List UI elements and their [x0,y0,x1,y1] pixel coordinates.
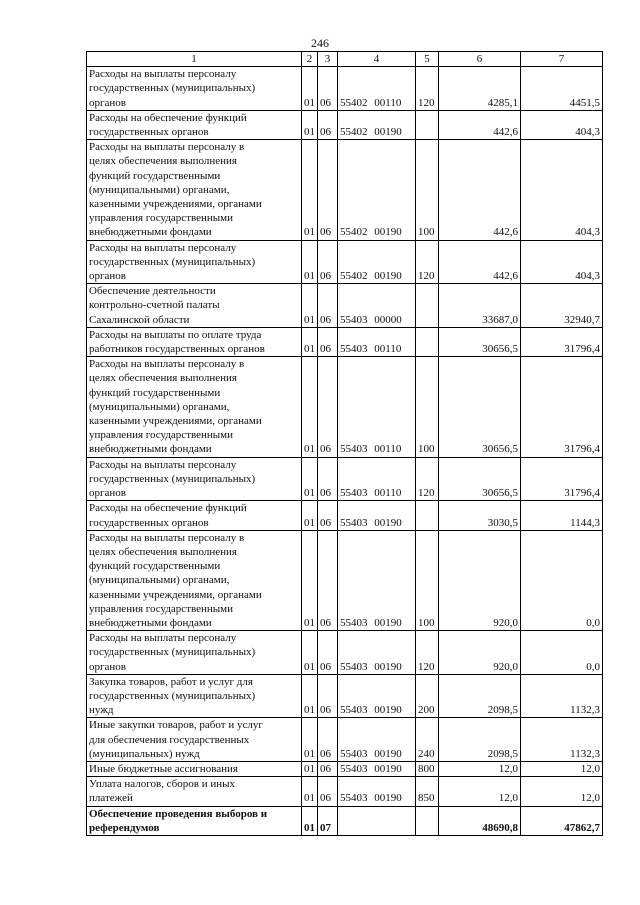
row-name-cell: Расходы на выплаты персоналу государственных (муниципальных) органов [87,240,302,284]
row-article-cell: 55403 00110 [338,327,416,356]
row-expense-type-cell: 800 [416,761,439,776]
row-expense-type-cell: 120 [416,631,439,675]
row-amount-col6-cell: 442,6 [439,110,521,139]
row-name-cell: Обеспечение деятельности контрольно-счетной палаты Сахалинской области [87,284,302,328]
row-amount-col6-cell: 4285,1 [439,67,521,111]
row-article-cell: 55403 00190 [338,674,416,718]
row-section-cell: 06 [318,631,338,675]
row-amount-col6-cell: 48690,8 [439,806,521,835]
row-expense-type-cell [416,501,439,530]
row-amount-col7-cell: 404,3 [521,240,603,284]
row-section-cell: 06 [318,501,338,530]
row-amount-col7-cell: 1144,3 [521,501,603,530]
row-name-cell: Расходы на выплаты персоналу государственных (муниципальных) органов [87,457,302,501]
row-name-cell: Расходы на обеспечение функций государственных органов [87,501,302,530]
row-code-cell: 01 [302,357,318,457]
column-header: 6 [439,52,521,67]
column-header: 3 [318,52,338,67]
row-section-cell: 06 [318,327,338,356]
row-code-cell: 01 [302,761,318,776]
row-article-cell: 55403 00000 [338,284,416,328]
row-expense-type-cell: 120 [416,67,439,111]
row-amount-col6-cell: 2098,5 [439,674,521,718]
row-amount-col6-cell: 30656,5 [439,357,521,457]
row-amount-col7-cell: 404,3 [521,110,603,139]
row-article-cell: 55403 00190 [338,530,416,630]
row-amount-col7-cell: 12,0 [521,777,603,806]
row-article-cell: 55403 00110 [338,357,416,457]
row-expense-type-cell [416,327,439,356]
table-row [87,110,603,139]
table-header-row [87,52,603,67]
row-code-cell: 01 [302,327,318,356]
row-amount-col7-cell: 31796,4 [521,357,603,457]
row-code-cell: 01 [302,718,318,762]
table-row [87,501,603,530]
row-amount-col7-cell: 404,3 [521,140,603,240]
row-section-cell: 06 [318,457,338,501]
row-expense-type-cell [416,110,439,139]
table-body [87,52,603,836]
row-amount-col6-cell: 920,0 [439,631,521,675]
row-code-cell: 01 [302,530,318,630]
table-row [87,357,603,457]
row-name-cell: Расходы на выплаты персоналу в целях обеспечения выполнения функций государственными (муниципальными) органами, казенными учреждениями, органами управления государственными внебюджетными фондами [87,140,302,240]
row-name-cell: Расходы на выплаты персоналу государственных (муниципальных) органов [87,67,302,111]
table-row [87,718,603,762]
table-row [87,761,603,776]
table-row [87,140,603,240]
column-header: 5 [416,52,439,67]
row-name-cell: Расходы на выплаты персоналу в целях обеспечения выполнения функций государственными (муниципальными) органами, казенными учреждениями, органами управления государственными внебюджетными фондами [87,357,302,457]
row-section-cell: 06 [318,530,338,630]
row-expense-type-cell: 100 [416,530,439,630]
row-article-cell: 55403 00110 [338,457,416,501]
row-article-cell: 55402 00190 [338,110,416,139]
row-name-cell: Иные бюджетные ассигнования [87,761,302,776]
row-section-cell: 06 [318,357,338,457]
row-name-cell: Расходы на выплаты персоналу в целях обеспечения выполнения функций государственными (муниципальными) органами, казенными учреждениями, органами управления государственными внебюджетными фондами [87,530,302,630]
row-article-cell: 55402 00190 [338,140,416,240]
row-amount-col6-cell: 30656,5 [439,457,521,501]
row-expense-type-cell [416,806,439,835]
table-row [87,530,603,630]
row-section-cell: 06 [318,777,338,806]
row-amount-col7-cell: 1132,3 [521,718,603,762]
row-code-cell: 01 [302,674,318,718]
row-article-cell [338,806,416,835]
row-expense-type-cell: 120 [416,240,439,284]
row-name-cell: Закупка товаров, работ и услуг для государственных (муниципальных) нужд [87,674,302,718]
table-row [87,806,603,835]
page-number: 246 [311,36,329,50]
row-article-cell: 55402 00110 [338,67,416,111]
row-amount-col7-cell: 1132,3 [521,674,603,718]
table-row [87,284,603,328]
row-article-cell: 55403 00190 [338,501,416,530]
row-article-cell: 55402 00190 [338,240,416,284]
row-article-cell: 55403 00190 [338,631,416,675]
row-expense-type-cell [416,284,439,328]
row-section-cell: 06 [318,240,338,284]
row-code-cell: 01 [302,806,318,835]
row-article-cell: 55403 00190 [338,777,416,806]
row-amount-col6-cell: 442,6 [439,140,521,240]
row-code-cell: 01 [302,457,318,501]
row-amount-col6-cell: 920,0 [439,530,521,630]
row-code-cell: 01 [302,140,318,240]
row-name-cell: Расходы на выплаты персоналу государственных (муниципальных) органов [87,631,302,675]
row-amount-col6-cell: 12,0 [439,761,521,776]
row-expense-type-cell: 200 [416,674,439,718]
row-expense-type-cell: 100 [416,140,439,240]
row-amount-col7-cell: 0,0 [521,631,603,675]
row-amount-col7-cell: 32940,7 [521,284,603,328]
row-amount-col6-cell: 30656,5 [439,327,521,356]
row-code-cell: 01 [302,284,318,328]
table-row [87,674,603,718]
table-row [87,327,603,356]
table-row [87,67,603,111]
row-section-cell: 06 [318,67,338,111]
row-name-cell: Расходы на обеспечение функций государственных органов [87,110,302,139]
row-section-cell: 06 [318,674,338,718]
column-header: 2 [302,52,318,67]
table-row [87,631,603,675]
row-expense-type-cell: 120 [416,457,439,501]
row-section-cell: 07 [318,806,338,835]
row-section-cell: 06 [318,110,338,139]
row-article-cell: 55403 00190 [338,718,416,762]
table-row [87,777,603,806]
row-amount-col6-cell: 12,0 [439,777,521,806]
row-article-cell: 55403 00190 [338,761,416,776]
row-code-cell: 01 [302,501,318,530]
row-expense-type-cell: 240 [416,718,439,762]
column-header: 7 [521,52,603,67]
row-code-cell: 01 [302,777,318,806]
row-amount-col7-cell: 47862,7 [521,806,603,835]
table-row [87,457,603,501]
table-row [87,240,603,284]
row-section-cell: 06 [318,761,338,776]
row-section-cell: 06 [318,284,338,328]
row-amount-col7-cell: 4451,5 [521,67,603,111]
row-amount-col6-cell: 33687,0 [439,284,521,328]
row-name-cell: Расходы на выплаты по оплате труда работников государственных органов [87,327,302,356]
row-name-cell: Иные закупки товаров, работ и услуг для обеспечения государственных (муниципальных) нужд [87,718,302,762]
row-name-cell: Уплата налогов, сборов и иных платежей [87,777,302,806]
column-header: 4 [338,52,416,67]
row-amount-col7-cell: 12,0 [521,761,603,776]
row-code-cell: 01 [302,631,318,675]
row-expense-type-cell: 850 [416,777,439,806]
row-amount-col7-cell: 0,0 [521,530,603,630]
row-name-cell: Обеспечение проведения выборов и референдумов [87,806,302,835]
row-expense-type-cell: 100 [416,357,439,457]
row-amount-col7-cell: 31796,4 [521,457,603,501]
row-code-cell: 01 [302,110,318,139]
column-header: 1 [87,52,302,67]
row-code-cell: 01 [302,67,318,111]
row-section-cell: 06 [318,140,338,240]
budget-table [86,51,603,836]
row-section-cell: 06 [318,718,338,762]
row-code-cell: 01 [302,240,318,284]
row-amount-col7-cell: 31796,4 [521,327,603,356]
row-amount-col6-cell: 3030,5 [439,501,521,530]
row-amount-col6-cell: 442,6 [439,240,521,284]
row-amount-col6-cell: 2098,5 [439,718,521,762]
